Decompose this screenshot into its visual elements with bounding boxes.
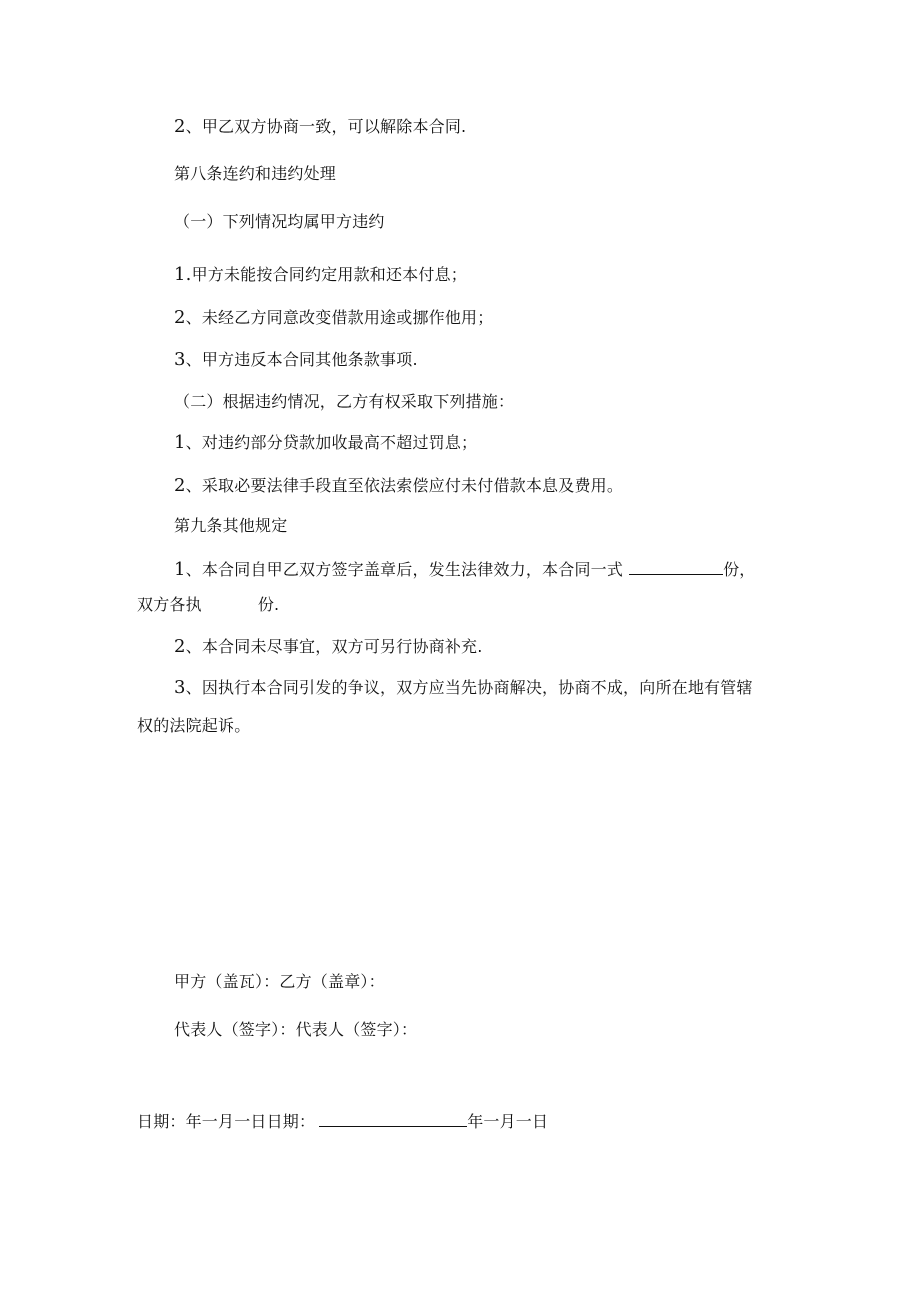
item-text: 、本合同未尽事宜，双方可另行协商补充. (185, 637, 483, 656)
item-number: 2 (174, 307, 186, 328)
item-text: 双方各执 (137, 595, 202, 614)
item-text: 、采取必要法律手段直至依法索偿应付未付借款本息及费用。 (185, 476, 624, 495)
article-9-heading: 第九条其他规定 (174, 516, 288, 535)
other-item-1 (174, 558, 755, 580)
item-text: 、对违约部分贷款加收最高不超过罚息； (185, 433, 478, 452)
other-item-2 (174, 637, 483, 657)
item-number: 2 (174, 636, 186, 657)
item-number: 2 (174, 116, 186, 137)
measure-item-2 (174, 476, 623, 496)
item-text: 、本合同自甲乙双方签字盖章后，发生法律效力，本合同一式 (185, 560, 624, 579)
breach-item-1 (174, 265, 467, 285)
item-text-end: 份. (257, 595, 280, 614)
item-text: 、未经乙方同意改变借款用途或挪作他用； (185, 308, 494, 327)
section-1-heading: （一）下列情况均属甲方违约 (174, 212, 385, 231)
item-number: 1. (174, 264, 192, 285)
clause-7-item-2 (174, 117, 466, 137)
other-item-1-continued (137, 595, 279, 615)
item-number: 2 (174, 475, 186, 496)
section-2-heading: （二）根据违约情况，乙方有权采取下列措施： (174, 392, 515, 411)
item-text: 、甲乙双方协商一致，可以解除本合同. (185, 117, 467, 136)
breach-item-3 (174, 350, 418, 370)
breach-item-2 (174, 308, 493, 328)
signature-line: 代表人（签字）：代表人（签字）： (174, 1020, 418, 1039)
date-text-end: 年一月一日 (467, 1112, 549, 1131)
measure-item-1 (174, 433, 477, 453)
item-text: 、因执行本合同引发的争议，双方应当先协商解决，协商不成，向所在地有管辖 (185, 678, 753, 697)
item-text-end: 份， (723, 560, 756, 579)
date-blank (319, 1110, 467, 1127)
item-number: 1 (174, 432, 186, 453)
date-line (137, 1110, 548, 1132)
item-text: 、甲方违反本合同其他条款事项. (185, 350, 418, 369)
item-number: 3 (174, 349, 186, 370)
seal-line: 甲方（盖瓦）：乙方（盖章）： (174, 972, 385, 991)
item-text: 甲方未能按合同约定用款和还本付息； (191, 265, 467, 284)
date-text: 日期：年一月一日日期： (137, 1112, 316, 1131)
other-item-3-continued: 权的法院起诉。 (137, 716, 251, 735)
item-number: 3 (174, 677, 186, 698)
article-8-heading: 第八条连约和违约处理 (174, 164, 337, 183)
other-item-3 (174, 678, 753, 698)
item-number: 1 (174, 559, 186, 580)
copies-blank (629, 558, 723, 575)
